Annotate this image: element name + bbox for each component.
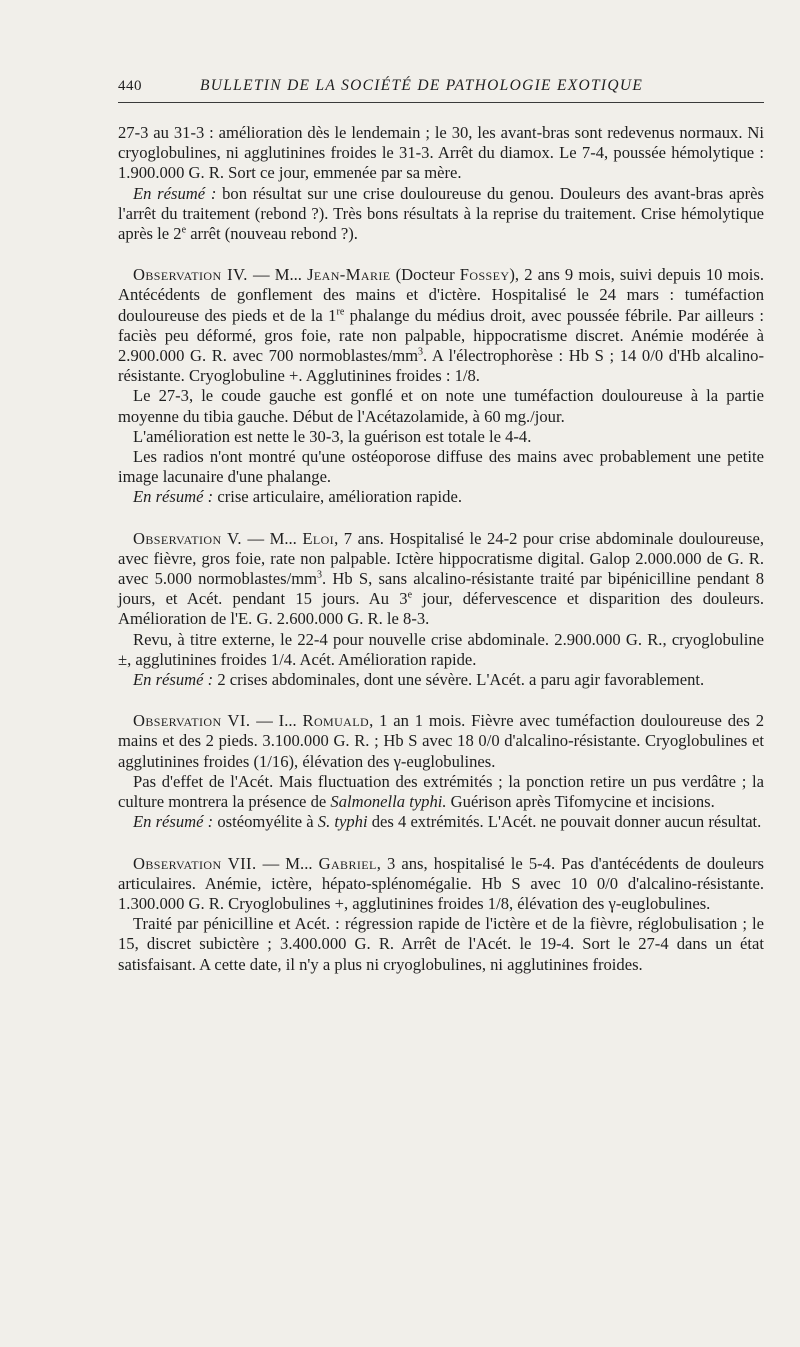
page-number: 440	[118, 78, 142, 94]
text: — M...	[247, 265, 308, 285]
text: Guérison après Tifomycine et incisions.	[446, 792, 715, 812]
paragraph-resume-3	[118, 184, 764, 245]
superscript: e	[181, 224, 187, 236]
text: ), 2 ans 9 mois, suivi depuis 10 mois. Antécédents de gonflement des mains et d'ictère. Hospitalisé le 24 mars : tuméfaction douloureuse des pieds et de la 1	[118, 265, 764, 325]
observation-label: Observation VI.	[133, 711, 251, 731]
observation-label: Observation VII.	[133, 853, 257, 873]
superscript: 3	[418, 346, 424, 358]
resume-text-end: arrêt (nouveau rebond ?).	[186, 224, 358, 244]
resume-label: En résumé :	[133, 670, 214, 690]
patient-name: Eloi	[302, 528, 335, 548]
paragraph: L'amélioration est nette le 30-3, la guérison est totale le 4-4.	[133, 426, 532, 446]
patient-name: Gabriel	[318, 853, 377, 873]
text: , 3 ans, hospitalisé le 5-4. Pas d'antécédents de douleurs articulaires. Anémie, ictère, hépato-splénomégalie. Hb S avec 10 0/0 d'alcalino-résistante. 1.300.000 G. R. Cryoglobulines +, agglutinines froides 1/8, élévation des γ-euglobulines.	[118, 853, 764, 913]
article-body	[118, 123, 764, 975]
resume-label: En résumé :	[133, 183, 217, 203]
species-name: S. typhi	[317, 812, 368, 832]
text: — M...	[241, 528, 303, 548]
resume-label: En résumé :	[133, 487, 214, 507]
paragraph-resume-5	[118, 670, 764, 690]
text: . Hb S, sans alcalino-résistante traité par bipénicilline pendant 8 jours, et Acét. pendant 15 jours. Au 3	[118, 569, 764, 609]
observation-label: Observation V.	[133, 528, 242, 548]
superscript: 3	[317, 569, 323, 581]
text: , 7 ans. Hospitalisé le 24-2 pour crise abdominale douloureuse, avec fièvre, gros foie, rate non palpable. Ictère hippocratisme digital. Galop 2.000.000 de G. R. avec 5.000 normoblastes/mm	[118, 528, 764, 589]
text: — I...	[250, 711, 303, 731]
paragraph: Les radios n'ont montré qu'une ostéoporose diffuse des mains avec probablement une petite image lacunaire d'une phalange.	[118, 447, 764, 487]
text: (Docteur	[390, 265, 460, 285]
observation-label: Observation IV.	[133, 265, 248, 285]
paragraph: Traité par pénicilline et Acét. : régression rapide de l'ictère et de la fièvre, réglobulisation ; le 15, discret subictère ; 3.400.000 G. R. Arrêt de l'Acét. le 19-4. Sort le 27-4 dans un état satisfaisant. A cette date, il n'y a plus ni cryoglobulines, ni agglutinines froides.	[118, 914, 764, 974]
doctor-name: Fossey	[459, 265, 510, 285]
observation-6	[118, 711, 764, 772]
paragraph-resume-6	[118, 812, 764, 832]
text: Pas d'effet de l'Acét. Mais fluctuation des extrémités ; la ponction retire un pus verdâtre ; la culture montrera la présence de	[118, 771, 764, 812]
paragraph: Revu, à titre externe, le 22-4 pour nouvelle crise abdominale. 2.900.000 G. R., cryoglobuline ±, agglutinines froides 1/4. Acét. Amélioration rapide.	[118, 629, 764, 669]
resume-text: crise articulaire, amélioration rapide.	[213, 487, 462, 507]
paragraph-resume-4	[118, 487, 764, 507]
observation-4	[118, 265, 764, 386]
patient-name: Romuald	[302, 711, 370, 731]
text: phalange du médius droit, avec poussée fébrile. Par ailleurs : faciès peu déformé, gros foie, rate non palpable, hippocratisme discret. Anémie modérée à 2.900.000 G. R. avec 700 normoblastes/mm	[118, 305, 764, 366]
text: ostéomyélite à	[213, 812, 318, 832]
observation-7	[118, 854, 764, 915]
page	[118, 76, 764, 975]
text: . A l'électrophorèse : Hb S ; 14 0/0 d'Hb alcalino-résistante. Cryoglobuline +. Agglutinines froides : 1/8.	[118, 346, 764, 386]
paragraph	[118, 772, 764, 812]
resume-label: En résumé :	[133, 812, 214, 832]
superscript: e	[407, 589, 413, 601]
observation-5	[118, 529, 764, 630]
page-header	[118, 76, 764, 103]
running-title: BULLETIN DE LA SOCIÉTÉ DE PATHOLOGIE EXOTIQUE	[200, 77, 644, 94]
text: jour, défervescence et disparition des douleurs. Amélioration de l'E. G. 2.600.000 G. R. le 8-3.	[118, 589, 764, 629]
species-name: Salmonella typhi.	[330, 792, 447, 812]
superscript: re	[336, 306, 345, 318]
text: — M...	[256, 853, 319, 873]
resume-text: 2 crises abdominales, dont une sévère. L'Acét. a paru agir favorablement.	[213, 670, 705, 690]
text: , 1 an 1 mois. Fièvre avec tuméfaction douloureuse des 2 mains et des 2 pieds. 3.100.000 G. R. ; Hb S avec 18 0/0 d'alcalino-résistante. Cryoglobulines et agglutinines froides (1/16), élévation des γ-euglobulines.	[118, 711, 765, 771]
patient-name: Jean-Marie	[307, 265, 391, 285]
paragraph: Le 27-3, le coude gauche est gonflé et on note une tuméfaction douloureuse à la partie moyenne du tibia gauche. Début de l'Acétazolamide, à 60 mg./jour.	[118, 386, 764, 426]
paragraph-continuation: 27-3 au 31-3 : amélioration dès le lendemain ; le 30, les avant-bras sont redevenus normaux. Ni cryoglobulines, ni agglutinines froides le 31-3. Arrêt du diamox. Le 7-4, poussée hémolytique : 1.900.000 G. R. Sort ce jour, emmenée par sa mère.	[118, 123, 764, 183]
resume-text: bon résultat sur une crise douloureuse du genou. Douleurs des avant-bras après l'arrêt du traitement (rebond ?). Très bons résultats à la reprise du traitement. Crise hémolytique après le 2	[118, 183, 765, 244]
text: des 4 extrémités. L'Acét. ne pouvait donner aucun résultat.	[367, 812, 762, 832]
